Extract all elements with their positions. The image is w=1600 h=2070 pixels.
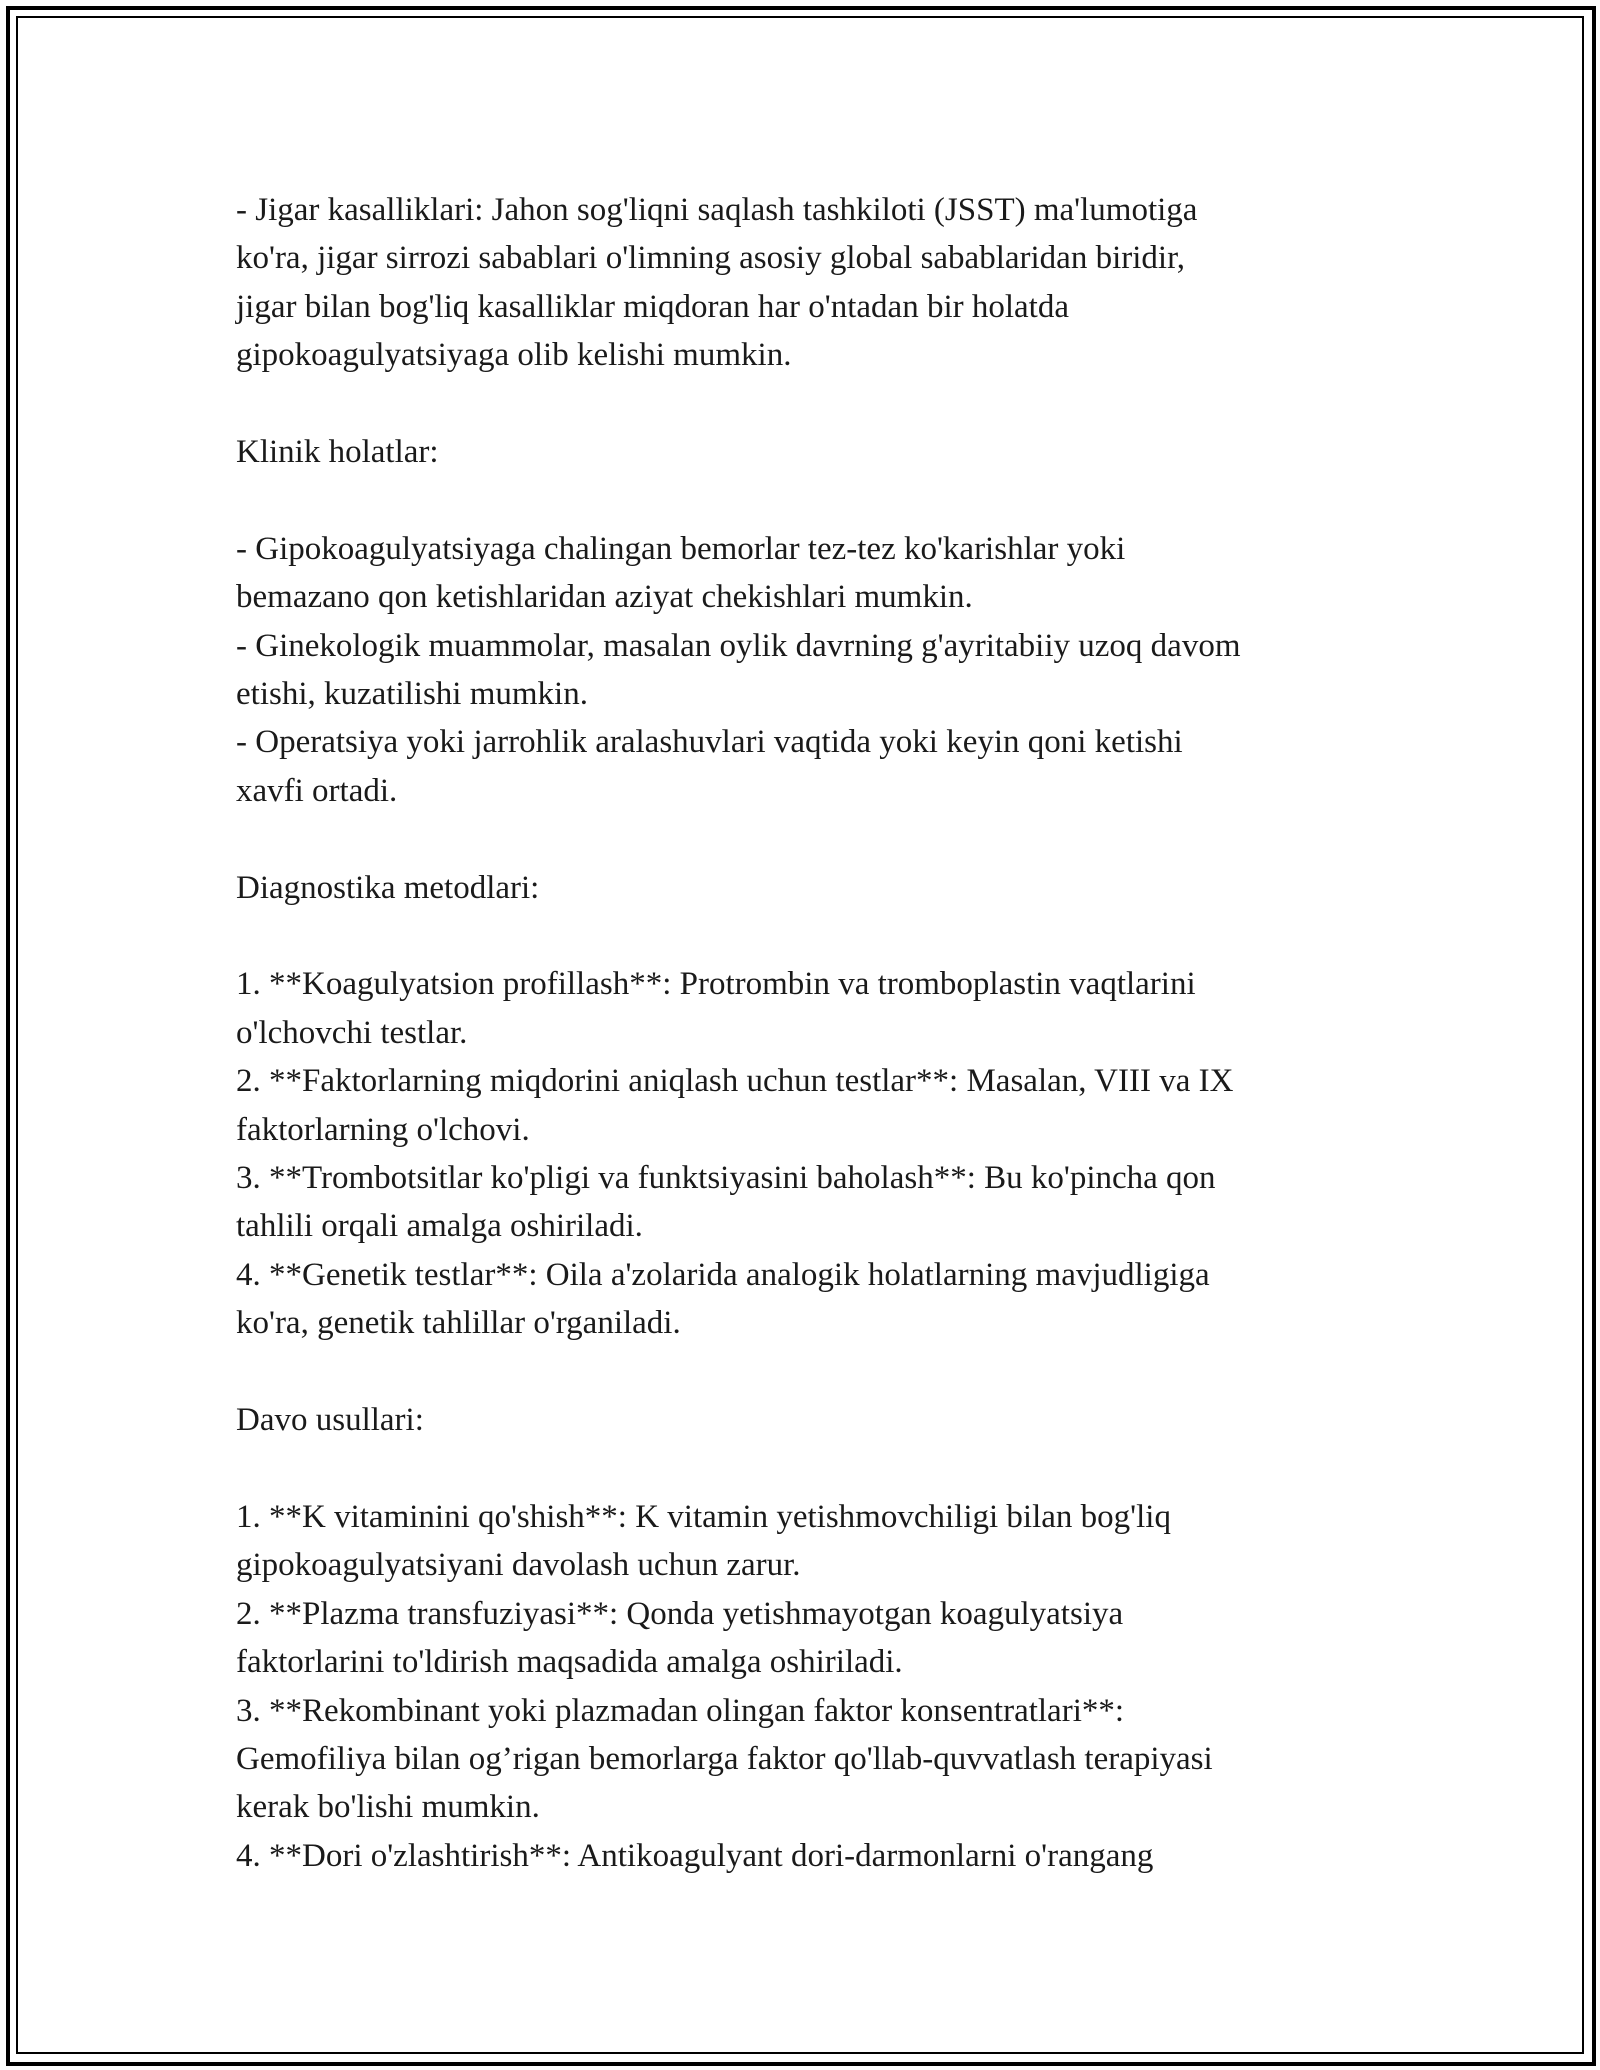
text-line: 4. **Genetik testlar**: Oila a'zolarida analogik holatlarning mavjudligiga (236, 1256, 1210, 1293)
text-line: ko'ra, genetik tahlillar o'rganiladi. (236, 1305, 681, 1342)
paragraph-liver-diseases (236, 186, 1366, 380)
text-line: 3. **Rekombinant yoki plazmadan olingan faktor konsentratlari**: (236, 1692, 1125, 1729)
list-diagnostics (236, 960, 1366, 1347)
text-line: - Ginekologik muammolar, masalan oylik davrning g'ayritabiiy uzoq davom (236, 627, 1241, 664)
text-line: - Operatsiya yoki jarrohlik aralashuvlari vaqtida yoki keyin qoni ketishi (236, 724, 1183, 761)
list-treatment (236, 1493, 1366, 1880)
text-line: faktorlarning o'lchovi. (236, 1111, 530, 1148)
text-line: jigar bilan bog'liq kasalliklar miqdoran har o'ntadan bir holatda (236, 288, 1069, 325)
heading-clinical (236, 428, 1366, 476)
section-heading: Davo usullari: (236, 1402, 424, 1439)
list-clinical (236, 525, 1366, 815)
text-line: gipokoagulyatsiyaga olib kelishi mumkin. (236, 337, 792, 374)
section-heading: Klinik holatlar: (236, 434, 439, 471)
paragraph-spacer (236, 912, 1366, 960)
paragraph-spacer (236, 815, 1366, 863)
text-line: kerak bo'lishi mumkin. (236, 1789, 540, 1826)
heading-treatment (236, 1396, 1366, 1444)
paragraph-spacer (236, 380, 1366, 428)
text-line: - Gipokoagulyatsiyaga chalingan bemorlar tez-tez ko'karishlar yoki (236, 530, 1126, 567)
text-line: 3. **Trombotsitlar ko'pligi va funktsiyasini baholash**: Bu ko'pincha qon (236, 1160, 1216, 1197)
text-line: o'lchovchi testlar. (236, 1014, 468, 1051)
paragraph-spacer (236, 476, 1366, 524)
text-line: bemazano qon ketishlaridan aziyat chekishlari mumkin. (236, 579, 973, 616)
text-line: 2. **Faktorlarning miqdorini aniqlash uchun testlar**: Masalan, VIII va IX (236, 1063, 1234, 1100)
text-line: ko'ra, jigar sirrozi sabablari o'limning asosiy global sabablaridan biridir, (236, 240, 1185, 277)
section-heading: Diagnostika metodlari: (236, 869, 540, 906)
text-line: 2. **Plazma transfuziyasi**: Qonda yetishmayotgan koagulyatsiya (236, 1595, 1124, 1632)
text-line: etishi, kuzatilishi mumkin. (236, 676, 588, 713)
text-line: - Jigar kasalliklari: Jahon sog'liqni saqlash tashkiloti (JSST) ma'lumotiga (236, 192, 1198, 228)
text-line: xavfi ortadi. (236, 772, 398, 809)
text-line: 1. **Koagulyatsion profillash**: Protrombin va tromboplastin vaqtlarini (236, 966, 1196, 1003)
document-body (236, 186, 1366, 1880)
text-line: 1. **K vitaminini qo'shish**: K vitamin yetishmovchiligi bilan bog'liq (236, 1498, 1171, 1535)
text-line: tahlili orqali amalga oshiriladi. (236, 1208, 643, 1245)
paragraph-spacer (236, 1348, 1366, 1396)
paragraph-spacer (236, 1444, 1366, 1492)
heading-diagnostics (236, 864, 1366, 912)
text-line: 4. **Dori o'zlashtirish**: Antikoagulyant dori-darmonlarni o'rangang (236, 1837, 1154, 1874)
text-line: gipokoagulyatsiyani davolash uchun zarur. (236, 1547, 801, 1584)
text-line: Gemofiliya bilan og’rigan bemorlarga faktor qo'llab-quvvatlash terapiyasi (236, 1740, 1213, 1777)
text-line: faktorlarini to'ldirish maqsadida amalga oshiriladi. (236, 1644, 903, 1681)
